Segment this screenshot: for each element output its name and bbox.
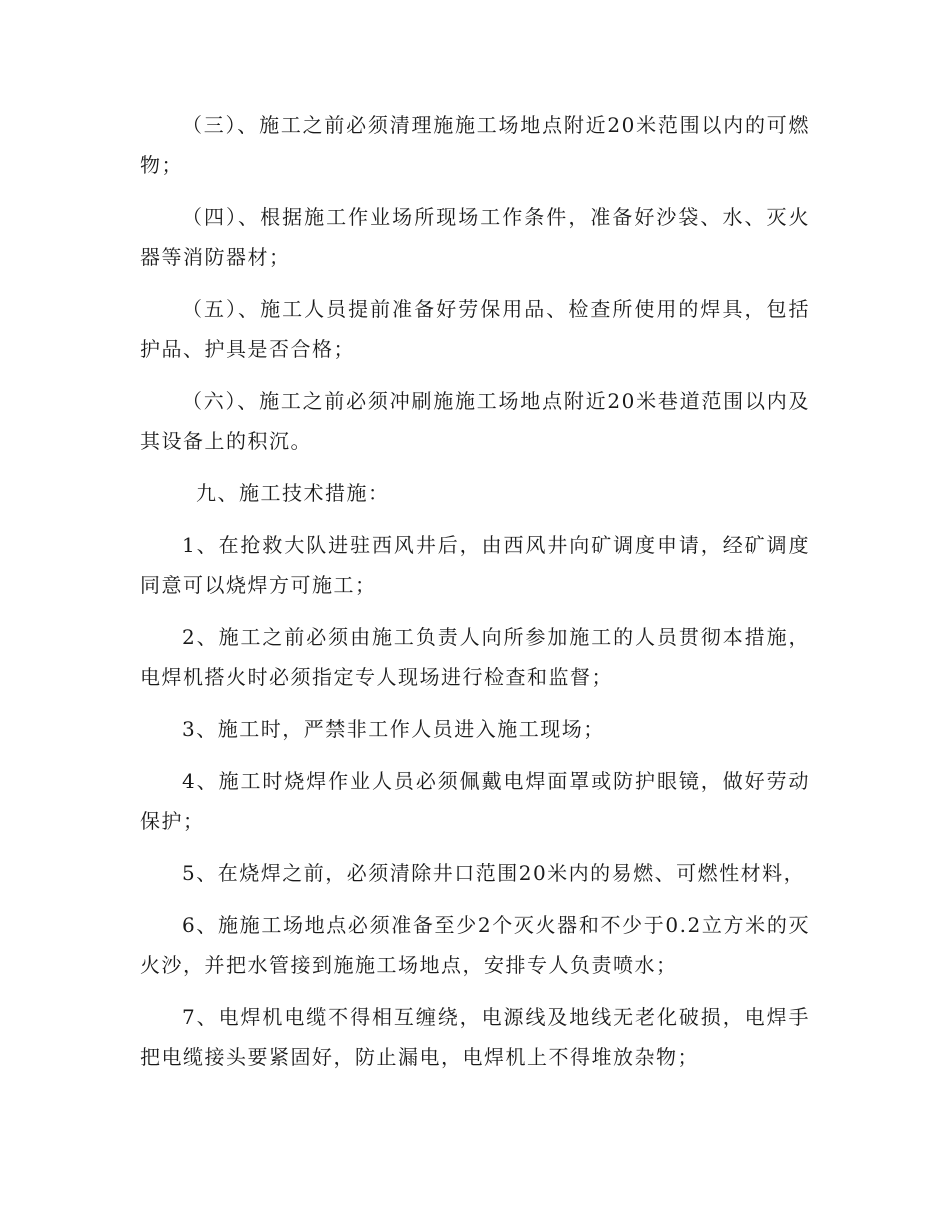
section-heading-9: 九、施工技术措施： — [196, 481, 390, 505]
paragraph-item-3: （三）、施工之前必须清理施施工场地点附近20米范围以内的可燃物； — [140, 113, 810, 177]
document-body — [140, 105, 810, 1089]
measure-item-6: 6、施施工场地点必须准备至少2个灭火器和不少于0.2立方米的灭火沙，并把水管接到施施工场地点，安排专人负责喷水； — [140, 913, 810, 977]
paragraph-item-4: （四）、根据施工作业场所现场工作条件，准备好沙袋、水、灭火器等消防器材； — [140, 205, 810, 269]
measure-item-3: 3、施工时，严禁非工作人员进入施工现场； — [182, 717, 605, 741]
measure-item-7: 7、电焊机电缆不得相互缠绕，电源线及地线无老化破损，电焊手把电缆接头要紧固好，防止漏电，电焊机上不得堆放杂物； — [140, 1005, 810, 1069]
measure-item-4: 4、施工时烧焊作业人员必须佩戴电焊面罩或防护眼镜，做好劳动保护； — [140, 769, 810, 833]
paragraph-item-6: （六）、施工之前必须冲刷施施工场地点附近20米巷道范围以内及其设备上的积沉。 — [140, 389, 810, 453]
measure-item-1: 1、在抢救大队进驻西风井后，由西风井向矿调度申请，经矿调度同意可以烧焊方可施工； — [140, 533, 810, 597]
measure-item-2: 2、施工之前必须由施工负责人向所参加施工的人员贯彻本措施，电焊机搭火时必须指定专人现场进行检查和监督； — [140, 625, 810, 689]
paragraph-item-5: （五）、施工人员提前准备好劳保用品、检查所使用的焊具，包括护品、护具是否合格； — [140, 297, 810, 361]
measure-item-5: 5、在烧焊之前，必须清除井口范围20米内的易燃、可燃性材料， — [182, 861, 806, 885]
